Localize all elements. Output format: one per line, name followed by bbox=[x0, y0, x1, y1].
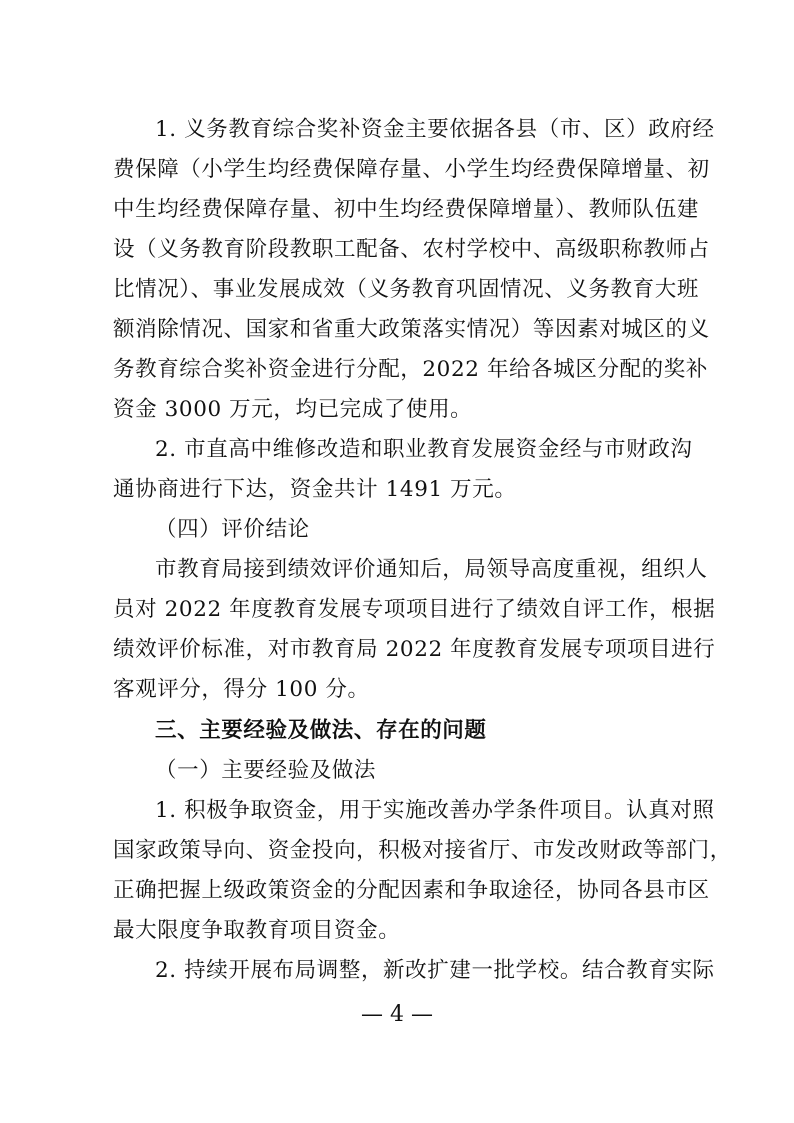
paragraph-1-line-4: 设（义务教育阶段教职工配备、农村学校中、高级职称教师占 bbox=[113, 237, 710, 262]
paragraph-1-line-8: 资金 3000 万元，均已完成了使用。 bbox=[113, 397, 473, 422]
paragraph-4-line-3: 正确把握上级政策资金的分配因素和争取途径，协同各县市区 bbox=[113, 878, 710, 903]
paragraph-1-line-3: 中生均经费保障存量、初中生均经费保障增量）、教师队伍建 bbox=[113, 197, 699, 222]
subheading-evaluation-conclusion: （四）评价结论 bbox=[155, 517, 310, 542]
section-heading-experience: 三、主要经验及做法、存在的问题 bbox=[155, 718, 487, 743]
paragraph-1-line-1: 1. 义务教育综合奖补资金主要依据各县（市、区）政府经 bbox=[155, 117, 715, 142]
paragraph-2-line-1: 2. 市直高中维修改造和职业教育发展资金经与市财政沟 bbox=[155, 437, 693, 462]
paragraph-1-line-6: 额消除情况、国家和省重大政策落实情况）等因素对城区的义 bbox=[113, 317, 710, 342]
paragraph-4-line-1: 1. 积极争取资金，用于实施改善办学条件项目。认真对照 bbox=[155, 798, 715, 823]
paragraph-4-line-2: 国家政策导向、资金投向，积极对接省厅、市发改财政等部门， bbox=[113, 838, 732, 863]
paragraph-5-line-1: 2. 持续开展布局调整，新改扩建一批学校。结合教育实际 bbox=[155, 958, 715, 983]
paragraph-3-line-2: 员对 2022 年度教育发展专项项目进行了绩效自评工作，根据 bbox=[113, 597, 716, 622]
paragraph-1-line-5: 比情况）、事业发展成效（义务教育巩固情况、义务教育大班 bbox=[113, 277, 699, 302]
paragraph-2-line-2: 通协商进行下达，资金共计 1491 万元。 bbox=[113, 477, 517, 502]
paragraph-3-line-1: 市教育局接到绩效评价通知后，局领导高度重视，组织人 bbox=[155, 557, 708, 582]
page-number: — 4 — bbox=[361, 1002, 433, 1027]
paragraph-1-line-2: 费保障（小学生均经费保障存量、小学生均经费保障增量、初 bbox=[113, 157, 710, 182]
paragraph-3-line-3: 绩效评价标准，对市教育局 2022 年度教育发展专项项目进行 bbox=[113, 637, 716, 662]
subheading-main-experience: （一）主要经验及做法 bbox=[155, 758, 377, 783]
paragraph-1-line-7: 务教育综合奖补资金进行分配，2022 年给各城区分配的奖补 bbox=[113, 357, 708, 382]
paragraph-4-line-4: 最大限度争取教育项目资金。 bbox=[113, 918, 401, 943]
paragraph-3-line-4: 客观评分，得分 100 分。 bbox=[113, 677, 370, 702]
